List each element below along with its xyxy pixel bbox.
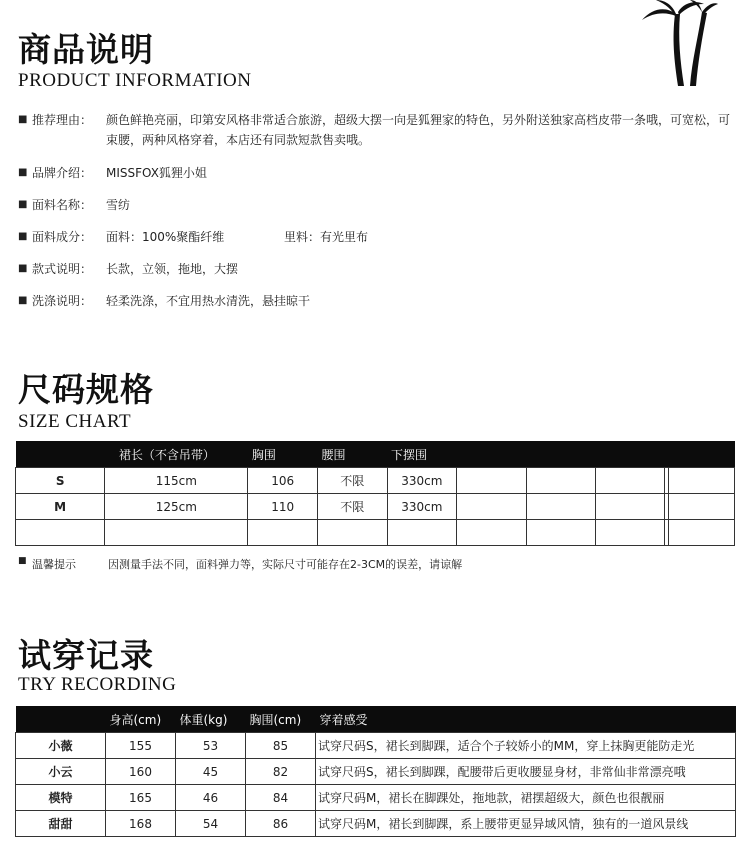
table-cell: 53 (176, 733, 246, 759)
info-label: 品牌介绍： (32, 166, 93, 180)
try-header-row (16, 706, 736, 733)
size-header (596, 441, 665, 468)
table-row (16, 811, 736, 837)
info-value: 雪纺 (106, 198, 131, 212)
try-header: 穿着感受 (316, 706, 736, 733)
square-bullet-icon: ■ (18, 295, 28, 306)
table-cell (526, 468, 595, 494)
info-label: 款式说明： (32, 262, 93, 276)
info-row-brand (18, 163, 734, 183)
size-header (457, 441, 526, 468)
try-header: 体重(kg) (176, 706, 246, 733)
size-header: 胸围 (248, 441, 318, 468)
size-header-row (16, 441, 735, 468)
table-row (16, 733, 736, 759)
table-cell (596, 468, 665, 494)
square-bullet-icon: ■ (18, 199, 28, 210)
table-cell (248, 520, 318, 546)
size-header: 腰围 (317, 441, 387, 468)
tip-label: 温馨提示 (32, 558, 76, 571)
table-cell: 不限 (317, 468, 387, 494)
table-cell (526, 494, 595, 520)
tip-text: 因测量手法不同，面料弹力等，实际尺寸可能存在2-3CM的误差，请谅解 (108, 558, 463, 571)
model-name: 甜甜 (16, 811, 106, 837)
table-cell (596, 520, 665, 546)
info-label: 推荐理由： (32, 113, 93, 127)
info-value: 颜色鲜艳亮丽，印第安风格非常适合旅游，超级大摆一向是狐狸家的特色，另外附送独家高档皮带一条哦，可宽松，可束腰，两种风格穿着，本店还有同款短款售卖哦。 (106, 113, 731, 147)
info-label: 面料成分： (32, 230, 93, 244)
info-row-style (18, 259, 734, 279)
try-record-table (15, 706, 736, 837)
try-header: 身高(cm) (106, 706, 176, 733)
size-header (526, 441, 595, 468)
info-value: 长款，立领，拖地，大摆 (106, 262, 239, 276)
table-cell: 82 (246, 759, 316, 785)
size-header (16, 441, 105, 468)
info-row-washing (18, 291, 734, 311)
table-cell: 46 (176, 785, 246, 811)
try-header: 胸围(cm) (246, 706, 316, 733)
square-bullet-icon: ■ (18, 231, 28, 242)
fit-comment: 试穿尺码M，裙长在脚踝处，拖地款，裙摆超级大，颜色也很靓丽 (316, 785, 736, 811)
square-bullet-icon: ■ (18, 167, 28, 178)
table-row (16, 494, 735, 520)
size-label: M (16, 494, 105, 520)
table-cell (317, 520, 387, 546)
table-cell (669, 520, 735, 546)
table-cell: 155 (106, 733, 176, 759)
palm-tree-logo-icon (638, 0, 718, 88)
product-title-en: PRODUCT INFORMATION (18, 70, 252, 91)
table-cell: 160 (106, 759, 176, 785)
table-cell (669, 468, 735, 494)
model-name: 模特 (16, 785, 106, 811)
square-bullet-icon: ■ (18, 114, 28, 125)
table-cell: 54 (176, 811, 246, 837)
try-header (16, 706, 106, 733)
table-row (16, 785, 736, 811)
table-row (16, 520, 735, 546)
table-cell: 不限 (317, 494, 387, 520)
table-cell: 115cm (105, 468, 248, 494)
table-cell: 85 (246, 733, 316, 759)
table-cell (457, 468, 526, 494)
table-cell: 125cm (105, 494, 248, 520)
info-row-recommend (18, 110, 734, 150)
table-cell: 165 (106, 785, 176, 811)
table-cell: 84 (246, 785, 316, 811)
square-bullet-icon: ■ (18, 556, 27, 566)
table-cell (387, 520, 457, 546)
table-cell: 330cm (387, 494, 457, 520)
table-cell (669, 494, 735, 520)
table-row (16, 468, 735, 494)
fit-comment: 试穿尺码S，裙长到脚踝，配腰带后更收腰显身材，非常仙非常漂亮哦 (316, 759, 736, 785)
table-cell (457, 494, 526, 520)
info-value: 面料：100%聚酯纤维 (106, 230, 225, 244)
table-cell (596, 494, 665, 520)
table-cell: 45 (176, 759, 246, 785)
table-cell: 168 (106, 811, 176, 837)
info-value-lining: 里料：有光里布 (284, 230, 369, 244)
info-label: 洗涤说明： (32, 294, 93, 308)
size-header (669, 441, 735, 468)
table-row (16, 759, 736, 785)
size-chart-table (15, 441, 735, 546)
table-cell: 330cm (387, 468, 457, 494)
table-cell: 106 (248, 468, 318, 494)
table-cell: 86 (246, 811, 316, 837)
info-value: 轻柔洗涤，不宜用热水清洗，悬挂晾干 (106, 294, 311, 308)
table-cell (105, 520, 248, 546)
info-value: MISSFOX狐狸小姐 (106, 166, 207, 180)
try-title-cn: 试穿记录 (18, 636, 154, 675)
table-cell (16, 520, 105, 546)
size-header: 下摆围 (387, 441, 457, 468)
info-row-fabric-content (18, 227, 734, 247)
square-bullet-icon: ■ (18, 263, 28, 274)
fit-comment: 试穿尺码S，裙长到脚踝，适合个子较娇小的MM，穿上抹胸更能防走光 (316, 733, 736, 759)
size-tip (18, 556, 462, 572)
model-name: 小云 (16, 759, 106, 785)
table-cell (526, 520, 595, 546)
size-label: S (16, 468, 105, 494)
table-cell (457, 520, 526, 546)
try-title-en: TRY RECORDING (18, 674, 177, 695)
info-row-fabric-name (18, 195, 734, 215)
table-cell: 110 (248, 494, 318, 520)
info-label: 面料名称： (32, 198, 93, 212)
size-header: 裙长（不含吊带） (105, 441, 248, 468)
fit-comment: 试穿尺码M，裙长到脚踝，系上腰带更显异域风情，独有的一道风景线 (316, 811, 736, 837)
model-name: 小薇 (16, 733, 106, 759)
product-title-cn: 商品说明 (18, 30, 154, 69)
size-title-cn: 尺码规格 (18, 370, 154, 409)
size-title-en: SIZE CHART (18, 411, 132, 432)
